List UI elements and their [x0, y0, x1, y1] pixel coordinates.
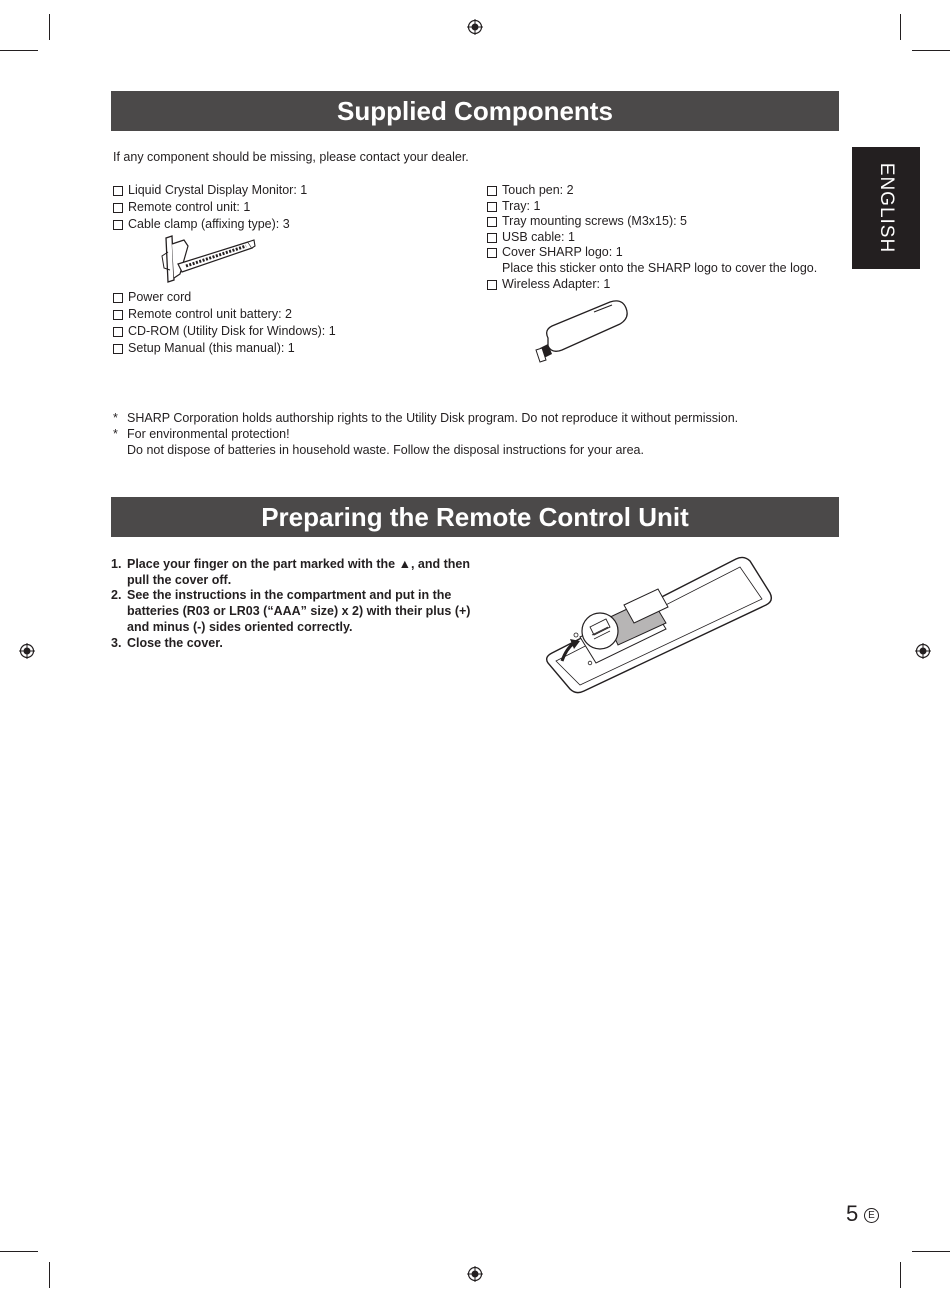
checkbox-icon — [113, 344, 123, 354]
list-item-note: Place this sticker onto the SHARP logo to cover the logo. — [502, 260, 818, 275]
checkbox-icon — [113, 220, 123, 230]
cable-clamp-illustration — [158, 234, 258, 286]
note-item: * For environmental protection! — [113, 427, 290, 441]
wireless-adapter-illustration — [534, 298, 632, 366]
checkbox-icon — [113, 186, 123, 196]
checkbox-icon — [113, 327, 123, 337]
note-item: * SHARP Corporation holds authorship rights to the Utility Disk program. Do not reproduce it without permission. — [113, 411, 739, 425]
component-list-right — [487, 183, 817, 292]
page-number: 5 — [846, 1201, 859, 1226]
list-item: Wireless Adapter: 1 — [487, 277, 817, 293]
checkbox-icon — [487, 280, 497, 290]
remote-steps — [111, 557, 481, 651]
list-item: Remote control unit battery: 2 — [113, 306, 336, 323]
list-item: Tray: 1 — [487, 199, 817, 215]
checkbox-icon — [487, 233, 497, 243]
crop-mark — [912, 50, 950, 51]
registration-mark-icon — [19, 643, 35, 659]
registration-mark-icon — [915, 643, 931, 659]
crop-mark — [0, 50, 38, 51]
list-item: Liquid Crystal Display Monitor: 1 — [113, 182, 307, 199]
step-item: 1. Place your finger on the part marked with the ▲, and then pull the cover off. — [111, 557, 470, 587]
registration-mark-icon — [467, 19, 483, 35]
registration-mark-icon — [467, 1266, 483, 1282]
page-suffix-badge: E — [864, 1208, 879, 1223]
asterisk: * — [113, 427, 118, 441]
list-item: CD-ROM (Utility Disk for Windows): 1 — [113, 323, 336, 340]
list-item: Cable clamp (affixing type): 3 — [113, 216, 307, 233]
list-item: Setup Manual (this manual): 1 — [113, 340, 336, 357]
remote-control-illustration — [540, 553, 776, 697]
checkbox-icon — [487, 202, 497, 212]
list-item: Touch pen: 2 — [487, 183, 817, 199]
note-continuation: Do not dispose of batteries in household waste. Follow the disposal instructions for your area. — [127, 443, 644, 457]
crop-mark — [900, 1262, 901, 1288]
step-item: 2. See the instructions in the compartment and put in the batteries (R03 or LR03 (“AAA” size) x 2) with their plus (+) and minus (-) sides oriented correctly. — [111, 588, 471, 634]
crop-mark — [900, 14, 901, 40]
checkbox-icon — [113, 310, 123, 320]
notes — [113, 410, 738, 458]
checkbox-icon — [487, 248, 497, 258]
list-item: Tray mounting screws (M3x15): 5 — [487, 214, 817, 230]
checkbox-icon — [487, 186, 497, 196]
step-item: 3. Close the cover. — [111, 635, 223, 650]
language-tab-label: ENGLISH — [876, 162, 897, 254]
section-title-supplied-components: Supplied Components — [111, 91, 839, 131]
component-list-left-bottom — [113, 289, 336, 357]
crop-mark — [49, 1262, 50, 1288]
list-item: Power cord — [113, 289, 336, 306]
language-tab — [852, 147, 920, 269]
crop-mark — [49, 14, 50, 40]
checkbox-icon — [113, 293, 123, 303]
checkbox-icon — [113, 203, 123, 213]
intro-text: If any component should be missing, please contact your dealer. — [113, 150, 469, 164]
crop-mark — [0, 1251, 38, 1252]
list-item: Remote control unit: 1 — [113, 199, 307, 216]
crop-mark — [912, 1251, 950, 1252]
list-item: Cover SHARP logo: 1 — [487, 245, 817, 261]
asterisk: * — [113, 411, 118, 425]
section-title-remote: Preparing the Remote Control Unit — [111, 497, 839, 537]
checkbox-icon — [487, 217, 497, 227]
list-item: USB cable: 1 — [487, 230, 817, 246]
component-list-left-top — [113, 182, 307, 233]
